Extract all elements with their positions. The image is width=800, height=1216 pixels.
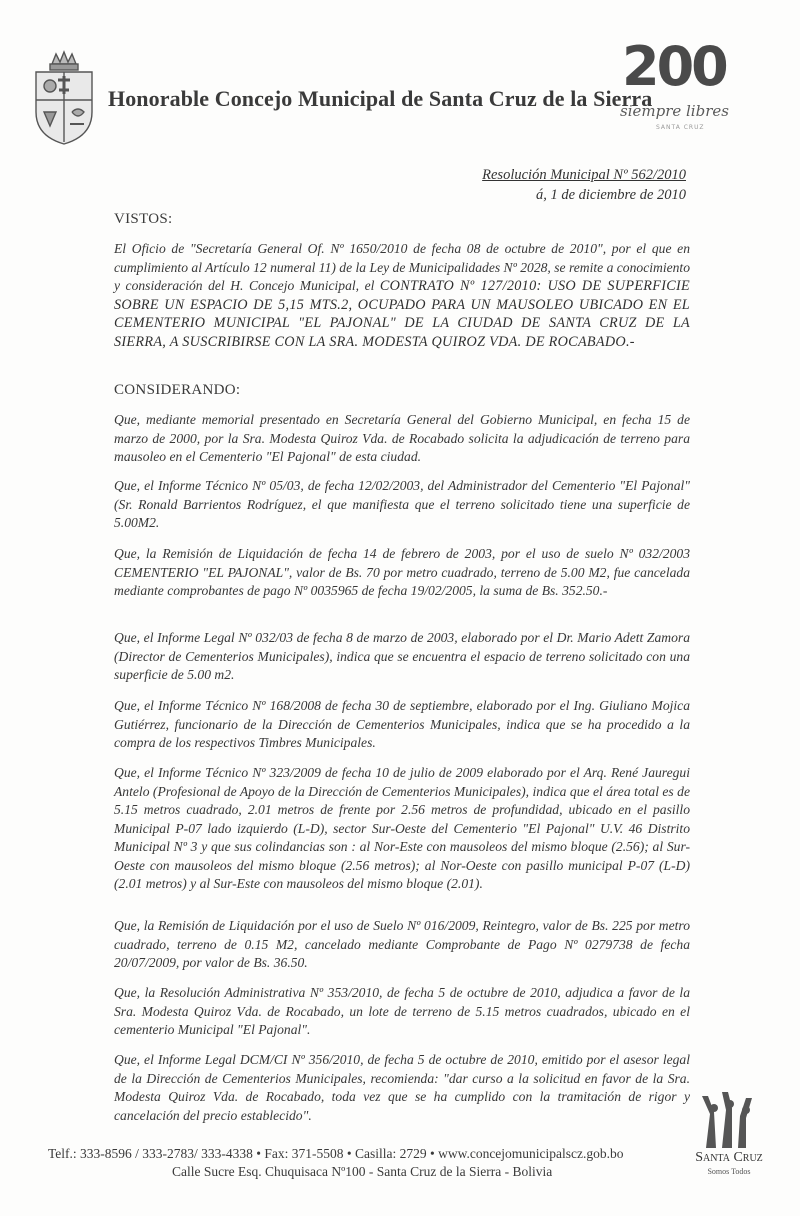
considerando-paragraph: Que, mediante memorial presentado en Secretaría General del Gobierno Municipal, en fecha 15 de marzo de 2000, por la Sra. Modesta Quiroz Vda. de Rocabado solicita la adjudicación de terreno para mausoleo en el Cementerio "El Pajonal" de esta ciudad. [114, 412, 690, 464]
vistos-paragraph [114, 240, 690, 351]
footer-contact: Telf.: 333-8596 / 333-2783/ 333-4338 • Fax: 371-5508 • Casilla: 2729 • www.concejomunicipalscz.gob.bo [48, 1146, 624, 1161]
vistos-contract-title: CONTRATO Nº 127/2010: USO DE SUPERFICIE SOBRE UN ESPACIO DE 5,15 MTS.2, OCUPADO PARA UN MAUSOLEO UBICADO EN EL CEMENTERIO MUNICIPAL "EL PAJONAL" DE LA CIUDAD DE SANTA CRUZ DE LA SIERRA, A SUSCRIBIRSE CON LA SRA. MODESTA QUIROZ VDA. DE ROCABADO.- [114, 278, 690, 350]
considerando-paragraph: Que, el Informe Legal Nº 032/03 de fecha 8 de marzo de 2003, elaborado por el Dr. Mario Adett Zamora (Director de Cementerios Municipales), indica que se encuentra el espacio de terreno solicitado con una superficie de 5.00 m2. [114, 630, 690, 682]
vistos-text: El Oficio de "Secretaría General Of. Nº 1650/2010 de fecha 08 de octubre de 2010", por el que en cumplimiento al Artículo 12 numeral 11) de la Ley de Municipalidades Nº 2028, se remite a conocimiento y consideración del H. Concejo Municipal, el [114, 241, 690, 293]
considerando-paragraph: Que, la Remisión de Liquidación de fecha 14 de febrero de 2003, por el uso de suelo Nº 032/2003 CEMENTERIO "EL PAJONAL", valor de Bs. 70 por metro cuadrado, terreno de 5.00 M2, fue cancelada mediante comprobantes de pago Nº 0035965 de fecha 19/02/2005, la suma de Bs. 352.50.- [114, 546, 690, 598]
people-figures-icon [688, 1090, 770, 1150]
santa-cruz-logo [688, 1090, 770, 1182]
considerando-paragraph: Que, el Informe Técnico Nº 323/2009 de fecha 10 de julio de 2009 elaborado por el Arq. René Jauregui Antelo (Profesional de Apoyo de la Dirección de Cementerios Municipales), indica que el área total es de 5.15 metros cuadrado, 2.01 metros de frente por 2.56 metros de profundidad, ubicado en el pasillo Municipal P-07 lado izquierdo (L-D), sector Sur-Oeste del Cementerio "El Pajonal" U.V. 46 Distrito Municipal Nº 3 y que sus colindancias son : al Nor-Este con mausoleos del mismo bloque (2.56); al Sur-Oeste con mausoleos del mismo bloque (2.56 metros); al Nor-Oeste con pasillo municipal P-07 (L-D) (2.01 metros) y al Sur-Este con mausoleos del mismo bloque (2.01). [114, 765, 690, 891]
considerando-paragraph: Que, el Informe Técnico Nº 05/03, de fecha 12/02/2003, del Administrador del Cementerio "El Pajonal" (Sr. Ronald Barrientos Rodríguez, el que manifiesta que el terreno solicitado tiene una superficie de 5.00M2. [114, 478, 690, 530]
coat-of-arms-icon [32, 50, 96, 146]
considerando-paragraph: Que, la Resolución Administrativa Nº 353/2010, de fecha 5 de octubre de 2010, adjudica a favor de la Sra. Modesta Quiroz Vda. de Rocabado, un lote de terreno de 5.15 metros cuadrados, ubicado en el cementerio Municipal "El Pajonal". [114, 985, 690, 1037]
santa-cruz-logo-title: Santa Cruz [695, 1150, 763, 1165]
bicentenary-logo [612, 35, 782, 140]
santa-cruz-logo-subtitle: Somos Todos [707, 1167, 751, 1176]
resolution-date: á, 1 de diciembre de 2010 [535, 187, 686, 203]
bicentenary-place: SANTA CRUZ [656, 124, 705, 131]
footer-address: Calle Sucre Esq. Chuquisaca Nº100 - Santa Cruz de la Sierra - Bolivia [172, 1164, 553, 1179]
considerando-paragraph: Que, el Informe Técnico Nº 168/2008 de fecha 30 de septiembre, elaborado por el Ing. Giuliano Mojica Gutiérrez, funcionario de la Dirección de Cementerios Municipales, indica que se ha procedido a la compra de los respectivos Timbres Municipales. [114, 698, 690, 750]
council-name: Honorable Concejo Municipal de Santa Cruz de la Sierra [108, 86, 653, 111]
bicentenary-number: 200 [622, 35, 726, 98]
considerando-paragraph: Que, el Informe Legal DCM/CI Nº 356/2010, de fecha 5 de octubre de 2010, emitido por el asesor legal de la Dirección de Cementerios Municipales, recomienda: "dar curso a la solicitud en favor de la Sra. Modesta Quiroz Vda. de Rocabado, toda vez que se ha cumplido con la tramitación de rigor y cancelación del precio establecido". [114, 1052, 690, 1123]
resolution-number: Resolución Municipal Nº 562/2010 [482, 167, 686, 183]
considerando-heading: CONSIDERANDO: [114, 382, 241, 398]
considerando-paragraph: Que, la Remisión de Liquidación por el uso de Suelo Nº 016/2009, Reintegro, valor de Bs. 225 por metro cuadrado, terreno de 0.15 M2, cancelado mediante Comprobante de Pago Nº 0279738 de fecha 20/07/2009, por valor de Bs. 36.50. [114, 918, 690, 970]
bicentenary-motto: siempre libres [620, 102, 729, 120]
vistos-heading: VISTOS: [114, 211, 173, 227]
